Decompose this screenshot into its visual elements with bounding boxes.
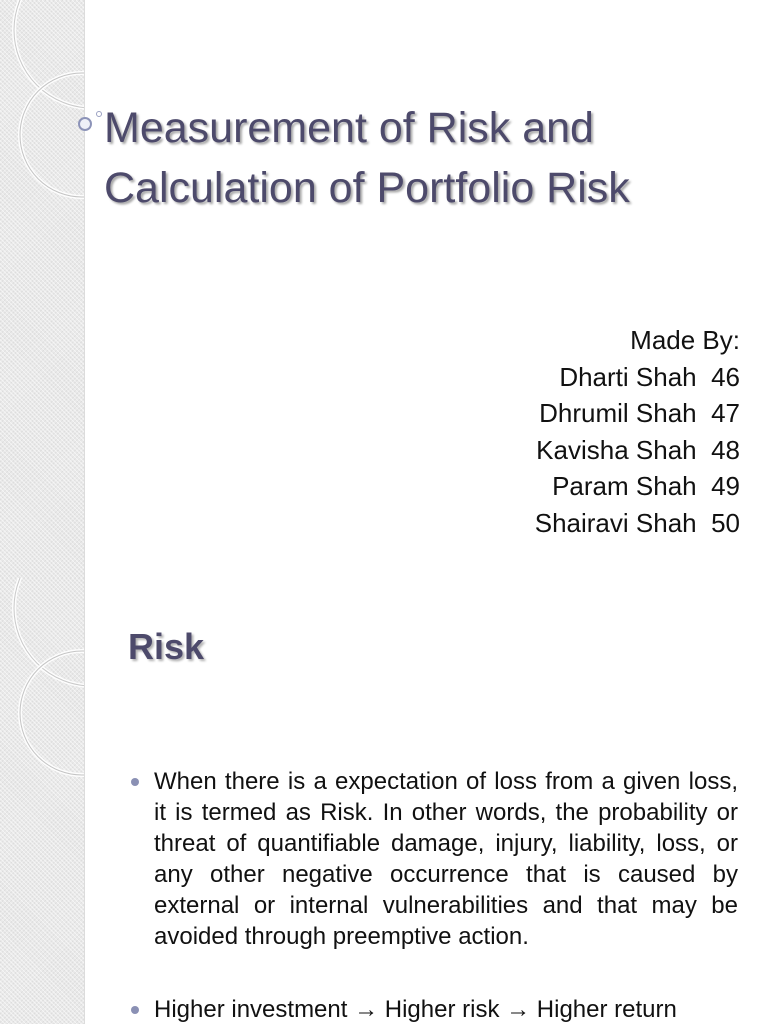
- author-entry: [535, 432, 740, 469]
- slide-heading: Risk: [128, 626, 205, 667]
- credits-block: [535, 322, 740, 542]
- author-roll: 46: [711, 361, 740, 392]
- author-name: Shairavi Shah: [534, 507, 697, 538]
- decorative-circles-icon: [0, 0, 84, 578]
- author-roll: 49: [711, 471, 740, 502]
- author-roll: 50: [711, 507, 740, 538]
- bullet-item: Higher investment → Higher risk → Higher return: [130, 994, 738, 1024]
- author-entry: [535, 359, 740, 396]
- bullet-item: When there is a expectation of loss from a given loss, it is termed as Risk. In other words, the probability or threat of quantifiable damage, injury, liability, loss, or any other negative occurrence that is caused by external or internal vulnerabilities and that may be avoided through preemptive action.: [130, 766, 738, 952]
- slide-title: [104, 98, 744, 218]
- decorative-circles-icon: [0, 578, 84, 1024]
- title-line-1: Measurement of Risk and: [104, 104, 594, 152]
- decorative-side-band: [0, 578, 85, 1024]
- risk-slide: [0, 578, 768, 1024]
- author-entry: [535, 505, 740, 542]
- author-roll: 47: [711, 398, 740, 429]
- author-name: Dhrumil Shah: [539, 398, 697, 429]
- decorative-side-band: [0, 0, 85, 578]
- title-bullet-small-icon: [96, 111, 102, 117]
- bullet-list: [130, 766, 738, 1024]
- author-entry: [535, 468, 740, 505]
- title-line-2: Calculation of Portfolio Risk: [104, 164, 630, 212]
- author-name: Dharti Shah: [559, 361, 697, 392]
- credits-heading: Made By:: [630, 325, 740, 355]
- author-entry: [535, 395, 740, 432]
- author-name: Kavisha Shah: [536, 434, 697, 465]
- title-bullet-icon: [78, 117, 92, 131]
- author-name: Param Shah: [552, 471, 697, 502]
- author-roll: 48: [711, 434, 740, 465]
